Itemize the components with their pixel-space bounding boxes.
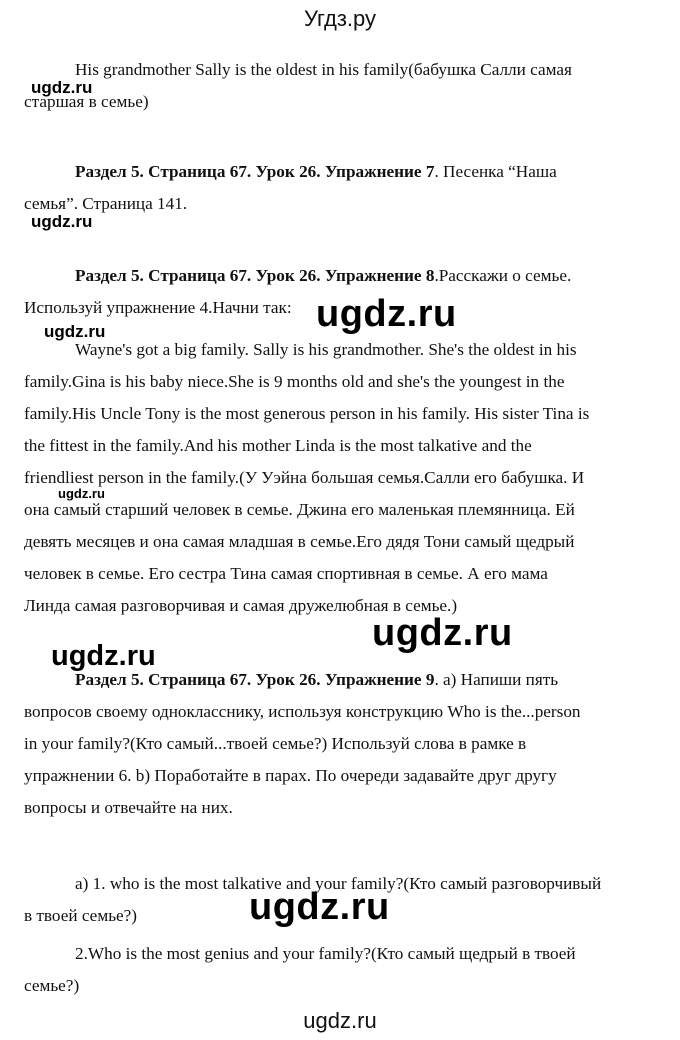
exercise-7-heading bbox=[75, 156, 680, 188]
text-line: девять месяцев и она самая младшая в семье.Его дядя Тони самый щедрый bbox=[24, 532, 575, 551]
text-line: упражнении 6. b) Поработайте в парах. По очереди задавайте друг другу bbox=[24, 766, 557, 785]
text-line: вопросов своему однокласснику, используя конструкцию Who is the...person bbox=[24, 702, 581, 721]
site-footer-title: ugdz.ru bbox=[303, 1008, 377, 1033]
text-line: в твоей семье?) bbox=[24, 906, 138, 925]
text-line: the fittest in the family.And his mother Linda is the most talkative and the bbox=[24, 436, 532, 455]
watermark: ugdz.ru bbox=[249, 886, 390, 928]
exercise-8-heading bbox=[75, 260, 680, 292]
text-line: Wayne's got a big family. Sally is his grandmother. She's the oldest in his bbox=[75, 340, 577, 359]
exercise-9-task: . a) Напиши пять bbox=[434, 670, 559, 689]
exercise-9-heading bbox=[75, 664, 680, 696]
watermark: ugdz.ru bbox=[31, 78, 93, 97]
text-line: family.Gina is his baby niece.She is 9 months old and she's the youngest in the bbox=[24, 372, 565, 391]
watermark: ugdz.ru bbox=[372, 612, 513, 654]
text-line: старшая в семье) bbox=[24, 92, 149, 111]
text-line: вопросы и отвечайте на них. bbox=[24, 798, 233, 817]
watermark: ugdz.ru bbox=[44, 322, 106, 341]
watermark: ugdz.ru bbox=[51, 640, 156, 672]
text-line: человек в семье. Его сестра Тина самая спортивная в семье. А его мама bbox=[24, 564, 548, 583]
text-line: Линда самая разговорчивая и самая дружелюбная в семье.) bbox=[24, 596, 458, 615]
watermark: ugdz.ru bbox=[316, 293, 457, 335]
exercise-7-task: . Песенка “Наша bbox=[434, 162, 557, 181]
exercise-8-task: .Расскажи о семье. bbox=[434, 266, 572, 285]
text-line: семья”. Страница 141. bbox=[24, 194, 188, 213]
watermark: ugdz.ru bbox=[58, 486, 105, 501]
text-line: семье?) bbox=[24, 976, 80, 995]
exercise-8-title: Раздел 5. Страница 67. Урок 26. Упражнение 8 bbox=[75, 266, 435, 285]
text-line: 2.Who is the most genius and your family?(Кто самый щедрый в твоей bbox=[75, 944, 576, 963]
text-line: она самый старший человек в семье. Джина его маленькая племянница. Ей bbox=[24, 500, 575, 519]
text-line: His grandmother Sally is the oldest in his family(бабушка Салли самая bbox=[75, 60, 572, 79]
text-line: friendliest person in the family.(У Уэйна большая семья.Салли его бабушка. И bbox=[24, 468, 585, 487]
text-line: in your family?(Кто самый...твоей семье?) Используй слова в рамке в bbox=[24, 734, 527, 753]
exercise-9-title: Раздел 5. Страница 67. Урок 26. Упражнение 9 bbox=[75, 670, 435, 689]
site-header-title: Угдз.ру bbox=[303, 6, 377, 31]
text-line: family.His Uncle Tony is the most generous person in his family. His sister Tina is bbox=[24, 404, 590, 423]
watermark: ugdz.ru bbox=[31, 212, 93, 231]
text-line: a) 1. who is the most talkative and your family?(Кто самый разговорчивый bbox=[75, 874, 602, 893]
exercise-7-title: Раздел 5. Страница 67. Урок 26. Упражнение 7 bbox=[75, 162, 435, 181]
text-line: Используй упражнение 4.Начни так: bbox=[24, 298, 292, 317]
